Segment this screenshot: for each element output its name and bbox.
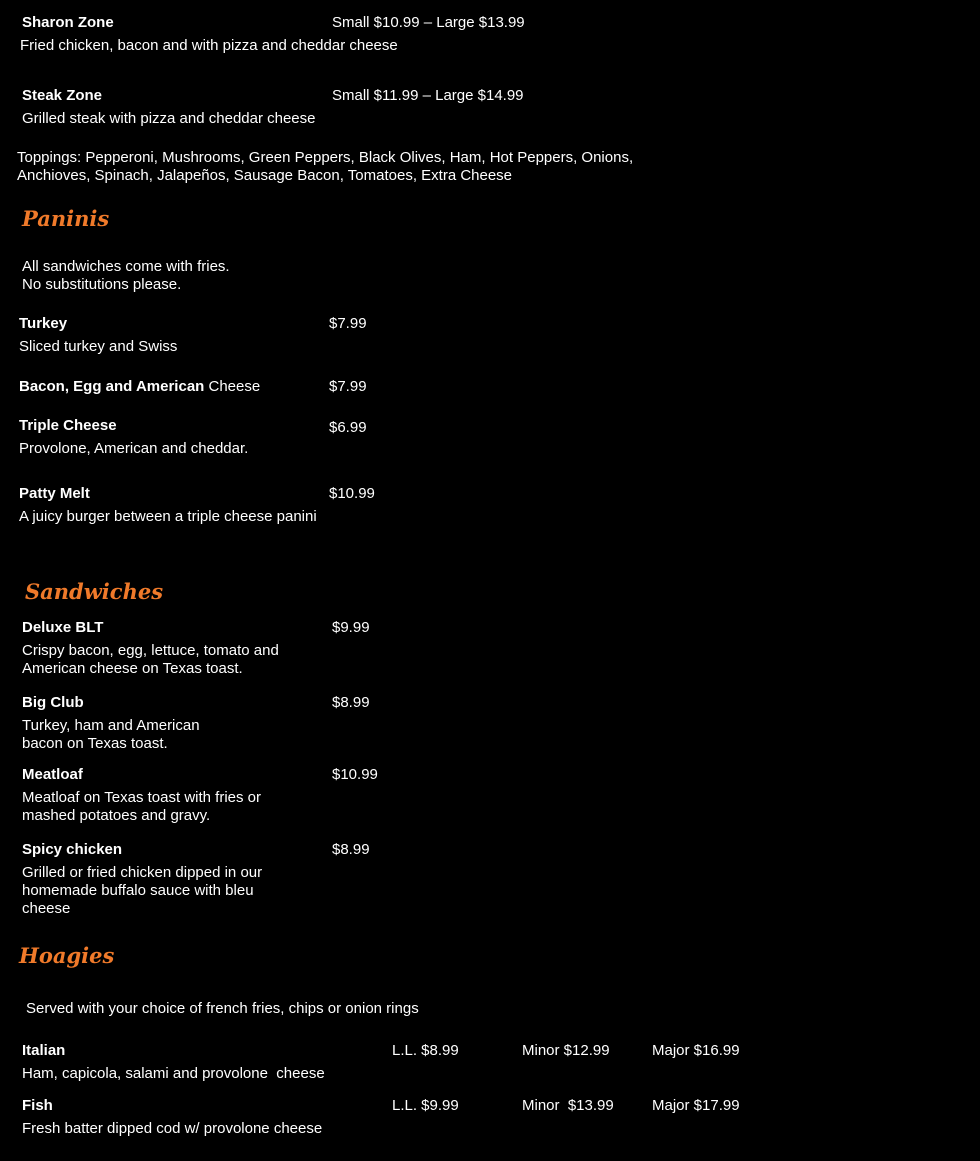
item-price: $10.99 xyxy=(332,766,378,783)
item-desc: A juicy burger between a triple cheese panini xyxy=(19,508,317,525)
section-note: All sandwiches come with fries. xyxy=(22,258,230,275)
item-name: Spicy chicken xyxy=(22,841,123,858)
item-desc: mashed potatoes and gravy. xyxy=(22,807,211,824)
item-name: Sharon Zone xyxy=(22,14,114,31)
item-price-minor: Minor $13.99 xyxy=(522,1097,614,1114)
item-price-minor: Minor $12.99 xyxy=(522,1042,610,1059)
item-price: Small $10.99 – Large $13.99 xyxy=(332,14,525,31)
item-price: $7.99 xyxy=(329,378,367,395)
section-title-sandwiches: Sandwiches xyxy=(25,579,164,604)
item-price: $9.99 xyxy=(332,619,370,636)
item-desc: Fried chicken, bacon and with pizza and cheddar cheese xyxy=(20,37,398,54)
item-name: Italian xyxy=(22,1042,66,1059)
item-name-suffix: Cheese xyxy=(204,378,261,395)
item-name: Bacon, Egg and American xyxy=(19,378,205,395)
item-desc: Ham, capicola, salami and provolone cheese xyxy=(22,1065,325,1082)
item-price: Small $11.99 – Large $14.99 xyxy=(332,87,524,104)
item-price-major: Major $17.99 xyxy=(652,1097,740,1114)
item-desc: bacon on Texas toast. xyxy=(22,735,168,752)
item-desc: homemade buffalo sauce with bleu xyxy=(22,882,254,899)
item-name-row xyxy=(19,378,260,396)
item-name: Steak Zone xyxy=(22,87,103,104)
item-desc: cheese xyxy=(22,900,71,917)
item-price: $8.99 xyxy=(332,694,370,711)
item-desc: Fresh batter dipped cod w/ provolone cheese xyxy=(22,1120,323,1137)
item-desc: Crispy bacon, egg, lettuce, tomato and xyxy=(22,642,279,659)
item-price: $6.99 xyxy=(329,419,367,436)
section-note: No substitutions please. xyxy=(22,276,182,293)
item-name: Fish xyxy=(22,1097,53,1114)
item-desc: Grilled or fried chicken dipped in our xyxy=(22,864,263,881)
item-price-ll: L.L. $8.99 xyxy=(392,1042,459,1059)
item-name: Triple Cheese xyxy=(19,417,117,434)
item-price-ll: L.L. $9.99 xyxy=(392,1097,459,1114)
item-desc: American cheese on Texas toast. xyxy=(22,660,243,677)
item-name: Turkey xyxy=(19,315,68,332)
item-price: $8.99 xyxy=(332,841,370,858)
item-desc: Grilled steak with pizza and cheddar cheese xyxy=(22,110,316,127)
item-price-major: Major $16.99 xyxy=(652,1042,740,1059)
item-desc: Sliced turkey and Swiss xyxy=(19,338,178,355)
item-name: Big Club xyxy=(22,694,84,711)
section-note: Served with your choice of french fries, chips or onion rings xyxy=(26,1000,419,1017)
toppings-line: Toppings: Pepperoni, Mushrooms, Green Peppers, Black Olives, Ham, Hot Peppers, Onions, xyxy=(17,149,634,166)
item-desc: Turkey, ham and American xyxy=(22,717,200,734)
section-title-hoagies: Hoagies xyxy=(19,943,115,968)
section-title-paninis: Paninis xyxy=(22,206,110,231)
item-name: Meatloaf xyxy=(22,766,83,783)
item-name: Deluxe BLT xyxy=(22,619,104,636)
item-price: $10.99 xyxy=(329,485,375,502)
toppings-line: Anchioves, Spinach, Jalapeños, Sausage Bacon, Tomatoes, Extra Cheese xyxy=(17,167,513,184)
item-name: Patty Melt xyxy=(19,485,90,502)
item-price: $7.99 xyxy=(329,315,367,332)
item-desc: Meatloaf on Texas toast with fries or xyxy=(22,789,262,806)
item-desc: Provolone, American and cheddar. xyxy=(19,440,249,457)
